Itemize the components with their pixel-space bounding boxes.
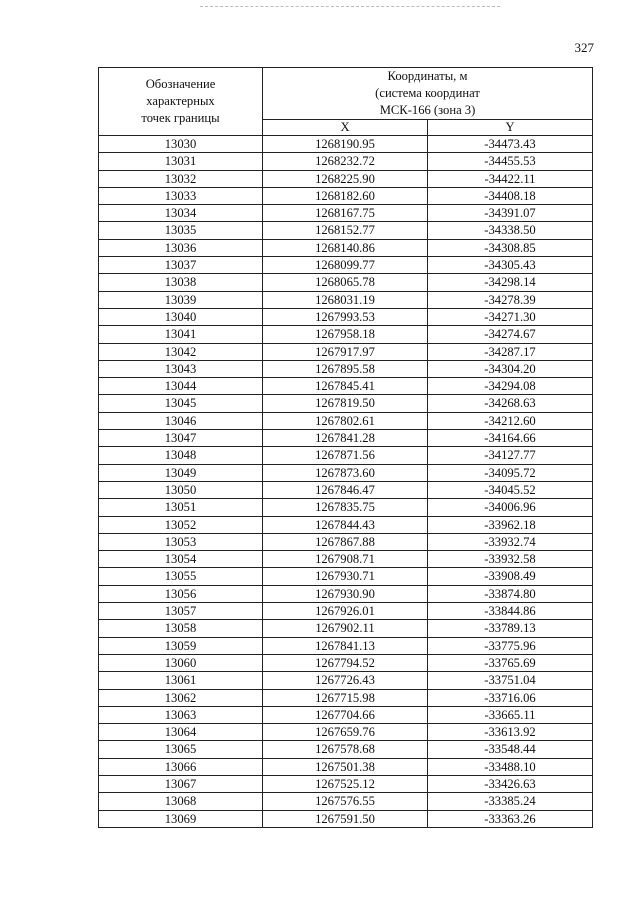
point-id-cell: 13048 — [99, 447, 263, 464]
table-row — [99, 654, 593, 671]
y-coordinate-cell: -33932.58 — [428, 551, 593, 568]
y-coordinate-cell: -34164.66 — [428, 430, 593, 447]
point-id-cell: 13051 — [99, 499, 263, 516]
x-coordinate-cell: 1268140.86 — [263, 239, 428, 256]
table-row — [99, 499, 593, 516]
point-id-cell: 13034 — [99, 205, 263, 222]
x-coordinate-cell: 1267841.28 — [263, 430, 428, 447]
point-id-cell: 13031 — [99, 153, 263, 170]
point-id-cell: 13059 — [99, 637, 263, 654]
table-row — [99, 706, 593, 723]
table-row — [99, 395, 593, 412]
x-coordinate-cell: 1267844.43 — [263, 516, 428, 533]
table-row — [99, 724, 593, 741]
table-row — [99, 239, 593, 256]
table-row — [99, 170, 593, 187]
table-body — [99, 136, 593, 828]
y-coordinate-cell: -33363.26 — [428, 810, 593, 827]
x-coordinate-cell: 1267846.47 — [263, 481, 428, 498]
table-row — [99, 326, 593, 343]
point-id-cell: 13037 — [99, 257, 263, 274]
y-coordinate-cell: -33844.86 — [428, 603, 593, 620]
table-row — [99, 222, 593, 239]
point-id-cell: 13063 — [99, 706, 263, 723]
x-coordinate-cell: 1268152.77 — [263, 222, 428, 239]
coordinates-header-line: Координаты, м — [387, 69, 468, 83]
point-id-cell: 13045 — [99, 395, 263, 412]
point-id-cell: 13035 — [99, 222, 263, 239]
point-id-cell: 13050 — [99, 481, 263, 498]
point-id-cell: 13038 — [99, 274, 263, 291]
y-coordinate-cell: -33908.49 — [428, 568, 593, 585]
y-coordinate-cell: -34391.07 — [428, 205, 593, 222]
x-coordinate-cell: 1268225.90 — [263, 170, 428, 187]
x-coordinate-cell: 1267908.71 — [263, 551, 428, 568]
y-coordinate-cell: -33613.92 — [428, 724, 593, 741]
point-label-header-line: Обозначение — [145, 77, 216, 91]
x-coordinate-cell: 1267917.97 — [263, 343, 428, 360]
point-id-cell: 13068 — [99, 793, 263, 810]
point-id-cell: 13043 — [99, 360, 263, 377]
x-coordinate-cell: 1267867.88 — [263, 533, 428, 550]
y-coordinate-cell: -34338.50 — [428, 222, 593, 239]
point-id-cell: 13065 — [99, 741, 263, 758]
point-id-cell: 13061 — [99, 672, 263, 689]
table-row — [99, 637, 593, 654]
point-id-cell: 13066 — [99, 758, 263, 775]
y-coordinate-cell: -34268.63 — [428, 395, 593, 412]
x-coordinate-cell: 1267895.58 — [263, 360, 428, 377]
x-coordinate-cell: 1267835.75 — [263, 499, 428, 516]
point-id-cell: 13069 — [99, 810, 263, 827]
x-coordinate-cell: 1267726.43 — [263, 672, 428, 689]
x-coordinate-cell: 1268031.19 — [263, 291, 428, 308]
table-row — [99, 447, 593, 464]
table-row — [99, 187, 593, 204]
y-coordinate-cell: -34274.67 — [428, 326, 593, 343]
x-coordinate-cell: 1267926.01 — [263, 603, 428, 620]
y-coordinate-cell: -33548.44 — [428, 741, 593, 758]
table-row — [99, 516, 593, 533]
x-coordinate-cell: 1267794.52 — [263, 654, 428, 671]
y-coordinate-cell: -34212.60 — [428, 412, 593, 429]
y-coordinate-cell: -33874.80 — [428, 585, 593, 602]
y-coordinate-cell: -33426.63 — [428, 775, 593, 792]
point-label-header-line: точек границы — [141, 111, 220, 125]
y-coordinate-cell: -34287.17 — [428, 343, 593, 360]
y-coordinate-cell: -34278.39 — [428, 291, 593, 308]
point-id-cell: 13052 — [99, 516, 263, 533]
x-coordinate-cell: 1267659.76 — [263, 724, 428, 741]
table-row — [99, 153, 593, 170]
table-row — [99, 343, 593, 360]
table-row — [99, 741, 593, 758]
x-coordinate-cell: 1267802.61 — [263, 412, 428, 429]
point-id-cell: 13054 — [99, 551, 263, 568]
y-coordinate-cell: -33751.04 — [428, 672, 593, 689]
table-row — [99, 481, 593, 498]
y-coordinate-cell: -33932.74 — [428, 533, 593, 550]
y-coordinate-cell: -34298.14 — [428, 274, 593, 291]
y-coordinate-cell: -33765.69 — [428, 654, 593, 671]
point-id-cell: 13058 — [99, 620, 263, 637]
y-coordinate-cell: -34408.18 — [428, 187, 593, 204]
table-row — [99, 136, 593, 153]
page-number: 327 — [574, 40, 594, 55]
x-coordinate-cell: 1268182.60 — [263, 187, 428, 204]
point-id-cell: 13036 — [99, 239, 263, 256]
y-coordinate-cell: -34294.08 — [428, 378, 593, 395]
y-coordinate-cell: -34455.53 — [428, 153, 593, 170]
point-id-cell: 13060 — [99, 654, 263, 671]
coordinates-table — [98, 67, 593, 828]
x-coordinate-cell: 1267958.18 — [263, 326, 428, 343]
y-coordinate-cell: -34127.77 — [428, 447, 593, 464]
x-coordinate-cell: 1267845.41 — [263, 378, 428, 395]
point-id-cell: 13049 — [99, 464, 263, 481]
y-coordinate-cell: -34271.30 — [428, 308, 593, 325]
x-coordinate-cell: 1267591.50 — [263, 810, 428, 827]
y-coordinate-cell: -33775.96 — [428, 637, 593, 654]
point-id-cell: 13040 — [99, 308, 263, 325]
table-row — [99, 360, 593, 377]
point-id-cell: 13064 — [99, 724, 263, 741]
y-coordinate-cell: -34095.72 — [428, 464, 593, 481]
point-id-cell: 13039 — [99, 291, 263, 308]
x-coordinate-cell: 1268167.75 — [263, 205, 428, 222]
x-coordinate-cell: 1267715.98 — [263, 689, 428, 706]
point-id-cell: 13032 — [99, 170, 263, 187]
table-row — [99, 464, 593, 481]
table-row — [99, 533, 593, 550]
x-coordinate-cell: 1268099.77 — [263, 257, 428, 274]
table-row — [99, 378, 593, 395]
y-coordinate-cell: -33789.13 — [428, 620, 593, 637]
table-row — [99, 412, 593, 429]
y-coordinate-cell: -33385.24 — [428, 793, 593, 810]
x-coordinate-cell: 1267902.11 — [263, 620, 428, 637]
y-coordinate-cell: -34308.85 — [428, 239, 593, 256]
table-row — [99, 775, 593, 792]
y-coordinate-cell: -34473.43 — [428, 136, 593, 153]
point-id-cell: 13056 — [99, 585, 263, 602]
table-row — [99, 689, 593, 706]
x-coordinate-cell: 1267871.56 — [263, 447, 428, 464]
table-row — [99, 620, 593, 637]
point-id-cell: 13067 — [99, 775, 263, 792]
point-id-cell: 13047 — [99, 430, 263, 447]
table-row — [99, 793, 593, 810]
point-id-cell: 13041 — [99, 326, 263, 343]
x-coordinate-cell: 1267525.12 — [263, 775, 428, 792]
x-coordinate-cell: 1267704.66 — [263, 706, 428, 723]
point-id-cell: 13033 — [99, 187, 263, 204]
x-coordinate-cell: 1267993.53 — [263, 308, 428, 325]
x-coordinate-cell: 1267578.68 — [263, 741, 428, 758]
table-row — [99, 257, 593, 274]
point-label-header-line: характерных — [146, 94, 215, 108]
x-coordinate-cell: 1267873.60 — [263, 464, 428, 481]
table-row — [99, 810, 593, 827]
coordinates-header-line: МСК-166 (зона 3) — [379, 103, 476, 117]
table-row — [99, 568, 593, 585]
y-coordinate-cell: -34045.52 — [428, 481, 593, 498]
y-coordinate-cell: -34305.43 — [428, 257, 593, 274]
y-coordinate-cell: -33716.06 — [428, 689, 593, 706]
table-row — [99, 274, 593, 291]
table-row — [99, 430, 593, 447]
y-coordinate-cell: -33962.18 — [428, 516, 593, 533]
point-id-cell: 13062 — [99, 689, 263, 706]
x-coordinate-cell: 1267841.13 — [263, 637, 428, 654]
coordinates-header-line: (система координат — [375, 86, 480, 100]
point-id-cell: 13046 — [99, 412, 263, 429]
x-coordinate-cell: 1268190.95 — [263, 136, 428, 153]
x-coordinate-cell: 1267819.50 — [263, 395, 428, 412]
point-id-cell: 13053 — [99, 533, 263, 550]
table-row — [99, 291, 593, 308]
y-coordinate-cell: -34304.20 — [428, 360, 593, 377]
table-row — [99, 758, 593, 775]
y-coordinate-cell: -33665.11 — [428, 706, 593, 723]
x-coordinate-cell: 1268232.72 — [263, 153, 428, 170]
x-coordinate-cell: 1268065.78 — [263, 274, 428, 291]
y-coordinate-cell: -34422.11 — [428, 170, 593, 187]
point-label-header — [99, 68, 263, 136]
table-row — [99, 308, 593, 325]
x-coordinate-cell: 1267576.55 — [263, 793, 428, 810]
x-coordinate-cell: 1267501.38 — [263, 758, 428, 775]
x-coordinate-cell: 1267930.90 — [263, 585, 428, 602]
point-id-cell: 13055 — [99, 568, 263, 585]
y-coordinate-cell: -33488.10 — [428, 758, 593, 775]
point-id-cell: 13030 — [99, 136, 263, 153]
point-id-cell: 13057 — [99, 603, 263, 620]
point-id-cell: 13044 — [99, 378, 263, 395]
y-column-header: Y — [428, 120, 593, 136]
x-coordinate-cell: 1267930.71 — [263, 568, 428, 585]
table-row — [99, 672, 593, 689]
table-row — [99, 603, 593, 620]
table-row — [99, 585, 593, 602]
x-column-header: X — [263, 120, 428, 136]
y-coordinate-cell: -34006.96 — [428, 499, 593, 516]
table-row — [99, 551, 593, 568]
table-row — [99, 205, 593, 222]
point-id-cell: 13042 — [99, 343, 263, 360]
page-top-rule — [200, 6, 500, 7]
coordinates-group-header — [263, 68, 593, 120]
